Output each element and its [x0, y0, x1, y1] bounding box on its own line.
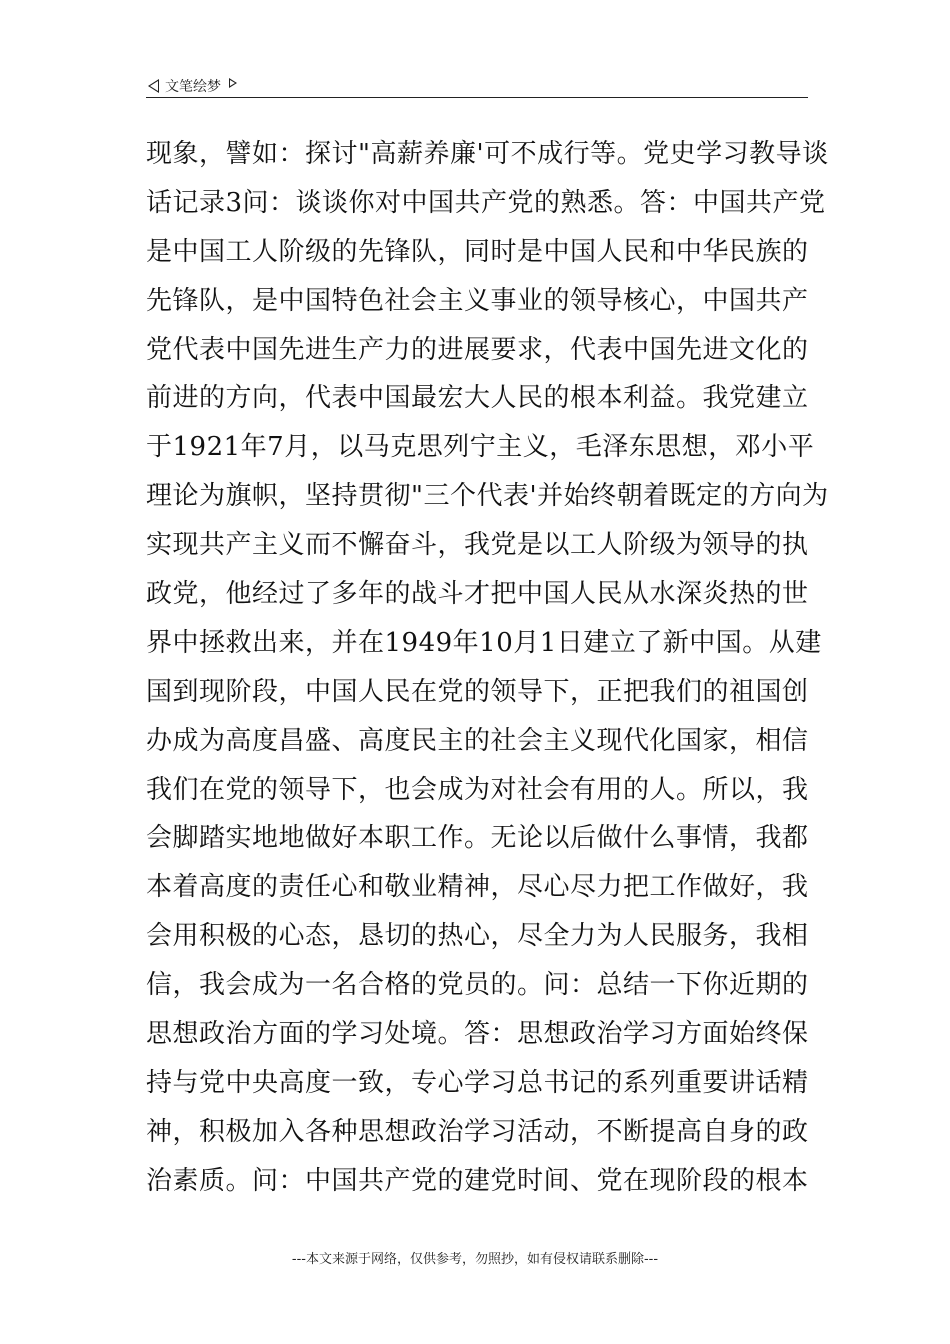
body-line: 会用积极的心态，恳切的热心，尽全力为人民服务，我相: [146, 921, 809, 952]
header-title: 文笔绘梦: [165, 79, 221, 95]
body-line: 会脚踏实地地做好本职工作。无论以后做什么事情，我都: [146, 823, 809, 854]
body-line: 前进的方向，代表中国最宏大人民的根本利益。我党建立: [146, 383, 809, 414]
body-line: 先锋队，是中国特色社会主义事业的领导核心，中国共产: [146, 285, 809, 316]
body-line: 理论为旗帜，坚持贯彻"三个代表'并始终朝着既定的方向为: [146, 481, 829, 512]
body-line: 现象，譬如：探讨"高薪养廉'可不成行等。党史学习教导谈: [146, 139, 829, 169]
body-line: 界中拯救出来，并在1949年10月1日建立了新中国。从建: [146, 627, 822, 658]
body-line: 本着高度的责任心和敬业精神，尽心尽力把工作做好，我: [146, 872, 809, 903]
body-line: 是中国工人阶级的先锋队，同时是中国人民和中华民族的: [146, 236, 809, 267]
body-line: 国到现阶段，中国人民在党的领导下，正把我们的祖国创: [146, 676, 809, 707]
footer-notice: ---本文来源于网络，仅供参考，勿照抄，如有侵权请联系删除---: [291, 1252, 659, 1267]
body-line: 于1921年7月，以马克思列宁主义，毛泽东思想，邓小平: [146, 432, 815, 463]
body-line: 办成为高度昌盛、高度民主的社会主义现代化国家，相信: [146, 725, 809, 756]
body-line: 实现共产主义而不懈奋斗，我党是以工人阶级为领导的执: [146, 530, 809, 561]
body-line: 神，积极加入各种思想政治学习活动，不断提高自身的政: [146, 1116, 809, 1147]
body-line: 党代表中国先进生产力的进展要求，代表中国先进文化的: [146, 334, 809, 365]
body-line: 话记录3问：谈谈你对中国共产党的熟悉。答：中国共产党: [146, 187, 826, 218]
page-header: [148, 74, 808, 98]
body-line: 持与党中央高度一致，专心学习总书记的系列重要讲话精: [146, 1067, 809, 1098]
body-line: 思想政治方面的学习处境。答：思想政治学习方面始终保: [146, 1019, 809, 1050]
triangle-left-icon: [148, 79, 159, 93]
body-line: 我们在党的领导下，也会成为对社会有用的人。所以，我: [146, 774, 809, 805]
header-divider: [146, 97, 808, 98]
body-line: 治素质。问：中国共产党的建党时间、党在现阶段的根本: [146, 1165, 809, 1196]
body-line: 政党，他经过了多年的战斗才把中国人民从水深炎热的世: [146, 579, 809, 610]
document-body: [146, 130, 829, 1206]
triangle-right-icon: [229, 78, 237, 88]
body-line: 信，我会成为一名合格的党员的。问：总结一下你近期的: [146, 970, 809, 1001]
